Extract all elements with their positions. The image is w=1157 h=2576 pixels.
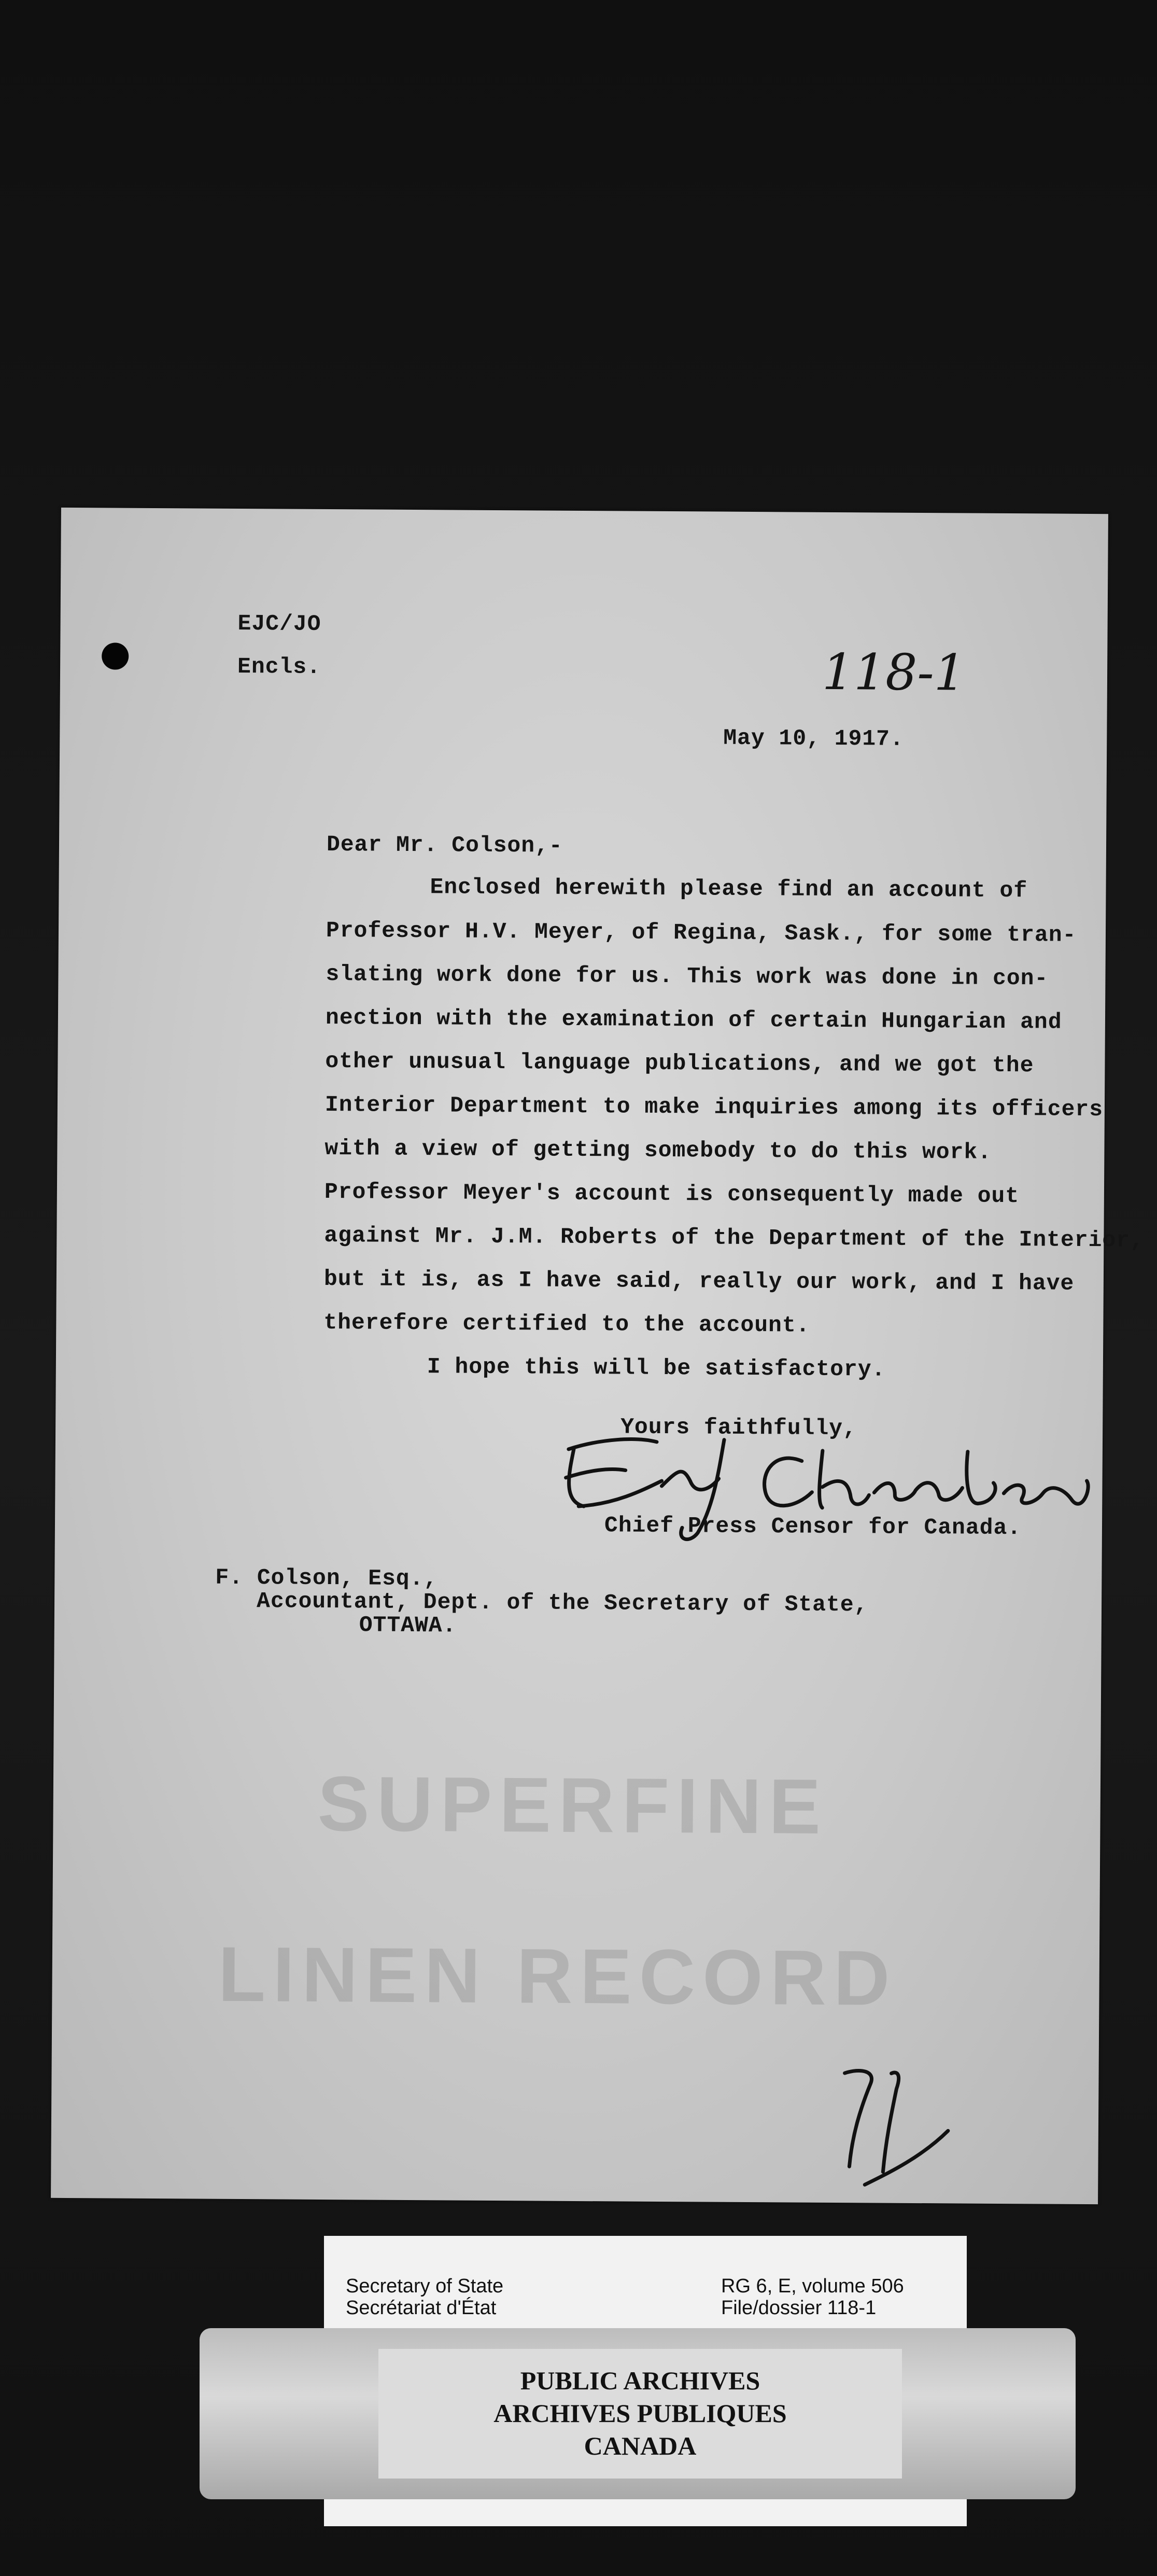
punch-hole	[102, 642, 129, 669]
record-group: RG 6, E, volume 506	[721, 2275, 904, 2297]
body-line: other unusual language publications, and we got the	[325, 1048, 1034, 1079]
department-en: Secretary of State	[346, 2275, 504, 2297]
addressee-name: F. Colson, Esq.,	[215, 1564, 438, 1592]
valediction: Yours faithfully,	[620, 1414, 857, 1441]
letter-page	[51, 508, 1144, 2204]
archive-band-label	[378, 2349, 902, 2479]
margin-note-handwritten	[828, 2057, 954, 2193]
body-line: but it is, as I have said, really our work, and I have	[323, 1266, 1075, 1296]
addressee-position: Accountant, Dept. of the Secretary of State,	[256, 1588, 868, 1618]
archive-band	[200, 2328, 1076, 2499]
archives-fr: ARCHIVES PUBLIQUES	[493, 2399, 787, 2428]
body-line: therefore certified to the account.	[323, 1309, 810, 1338]
body-line: nection with the examination of certain Hungarian and	[325, 1004, 1062, 1035]
enclosures-note: Encls.	[237, 653, 321, 680]
archives-en: PUBLIC ARCHIVES	[520, 2366, 760, 2395]
body-line: against Mr. J.M. Roberts of the Department of the Interior,	[324, 1222, 1144, 1253]
body-line: Professor Meyer's account is consequently made out	[324, 1179, 1020, 1209]
body-line: Professor H.V. Meyer, of Regina, Sask., for some tran-	[326, 917, 1077, 948]
file-reference: File/dossier 118-1	[721, 2297, 877, 2319]
letter-date: May 10, 1917.	[723, 725, 904, 752]
file-number-handwritten: 118-1	[822, 642, 966, 702]
salutation: Dear Mr. Colson,-	[326, 832, 563, 859]
signer-title: Chief Press Censor for Canada.	[604, 1513, 1022, 1541]
reference-initials: EJC/JO	[237, 610, 321, 637]
body-line: with a view of getting somebody to do this work.	[324, 1135, 992, 1165]
archives-country: CANADA	[584, 2431, 697, 2460]
department-fr: Secrétariat d'État	[346, 2297, 497, 2319]
body-line: Enclosed herewith please find an account of	[430, 874, 1028, 904]
addressee-city: OTTAWA.	[359, 1612, 457, 1639]
body-line: Interior Department to make inquiries among its officers	[324, 1091, 1104, 1123]
paper-watermark	[218, 1758, 945, 2022]
watermark-line: LINEN RECORD	[218, 1930, 897, 2022]
body-line: slating work done for us. This work was done in con-	[326, 961, 1049, 991]
watermark-line: SUPERFINE	[317, 1759, 828, 1850]
closing-note: I hope this will be satisfactory.	[427, 1354, 886, 1382]
